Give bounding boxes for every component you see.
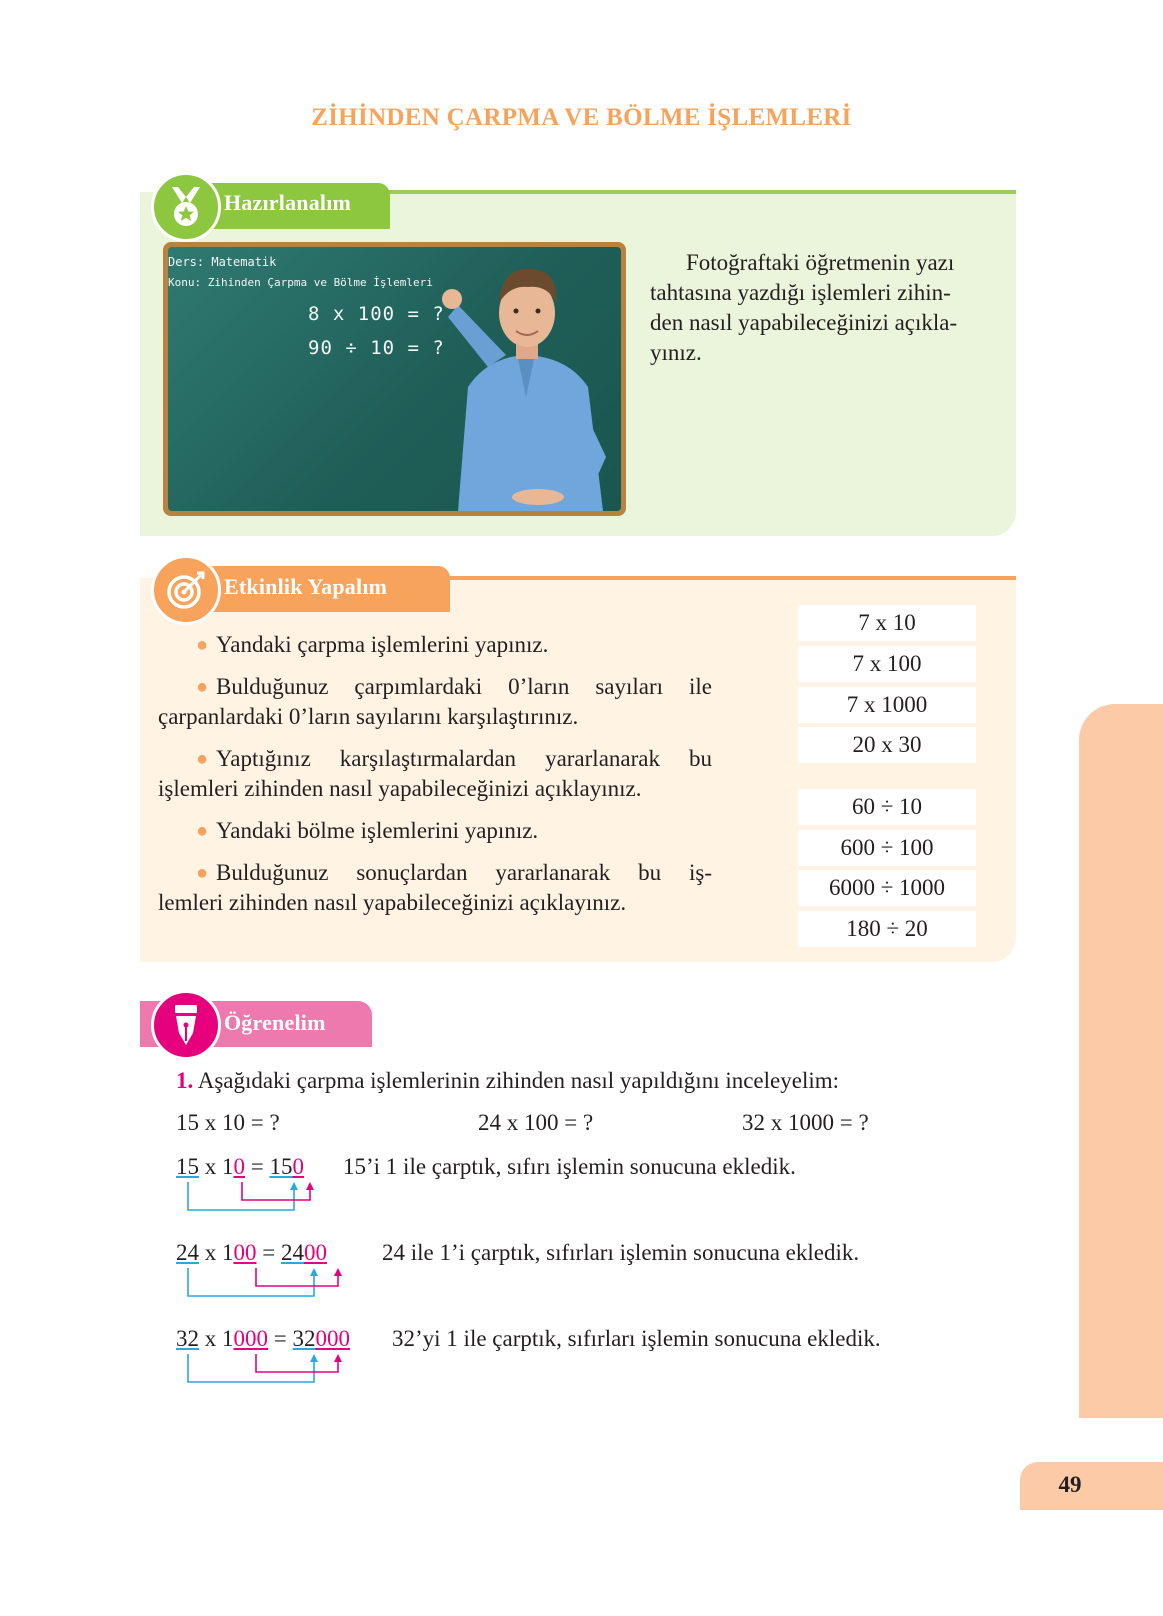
target-icon: [151, 555, 221, 625]
board-topic: Konu: Zihinden Çarpma ve Bölme İşlemleri: [168, 276, 433, 289]
problem-2: 24 x 100 = ?: [478, 1110, 594, 1135]
result-zeros: 00: [303, 1240, 327, 1265]
multiplier-digit: 1: [222, 1154, 234, 1179]
equals-sign: =: [256, 1240, 281, 1265]
multiplier-digit: 1: [222, 1240, 234, 1265]
hazirlanalim-text-line-1: Fotoğraftaki öğretmenin yazı: [686, 250, 955, 275]
bullet-text: Bulduğunuz çarpımlardaki 0’ların sayıları ile: [216, 674, 712, 699]
times-sign: x: [199, 1326, 222, 1351]
bullet-dot: ●: [196, 634, 209, 656]
bullet-item: [158, 744, 712, 804]
multiplication-box: 20 x 30: [798, 727, 976, 763]
bullet-dot: ●: [196, 748, 209, 770]
times-sign: x: [199, 1154, 222, 1179]
example-2-note: 24 ile 1’i çarptık, sıfırları işlemin sonucuna ekledik.: [382, 1240, 860, 1265]
multiplication-box: 7 x 1000: [798, 687, 976, 723]
bullet-dot: ●: [196, 820, 209, 842]
division-box: 180 ÷ 20: [798, 911, 976, 947]
teacher-photo: [168, 247, 621, 511]
result-zeros: 000: [315, 1326, 350, 1351]
side-tab: [1079, 704, 1163, 1418]
question-text: Aşağıdaki çarpma işlemlerinin zihinden nasıl yapıldığını inceleyelim:: [197, 1068, 840, 1093]
teacher-figure: [428, 247, 621, 511]
bullet-dot: ●: [196, 676, 209, 698]
example-1-note: 15’i 1 ile çarptık, sıfırı işlemin sonucuna ekledik.: [343, 1154, 796, 1179]
problem-3: 32 x 1000 = ?: [742, 1110, 869, 1135]
example-3-arrows: [180, 1352, 370, 1388]
board-equation-2: 90 ÷ 10 = ?: [308, 337, 445, 359]
pen-nib-icon: [151, 990, 221, 1060]
ogrenelim-label: Öğrenelim: [224, 1010, 326, 1035]
multiplier-digit: 1: [222, 1326, 234, 1351]
hazirlanalim-label: Hazırlanalım: [224, 190, 352, 215]
multiplication-box: 7 x 10: [798, 605, 976, 641]
bullet-dot: ●: [196, 862, 209, 884]
bullet-item: [158, 858, 712, 918]
bullet-text: Bulduğunuz sonuçlardan yararlanarak bu iş-: [216, 860, 712, 885]
medal-icon: [151, 172, 221, 242]
multiplicand: 15: [176, 1154, 199, 1179]
question-1: [176, 1068, 839, 1094]
hazirlanalim-rule: [380, 190, 1016, 194]
example-2-arrows: [180, 1266, 370, 1302]
multiplication-box: 7 x 100: [798, 646, 976, 682]
division-box: 600 ÷ 100: [798, 830, 976, 866]
times-sign: x: [199, 1240, 222, 1265]
question-number: 1.: [176, 1068, 194, 1093]
etkinlik-label: Etkinlik Yapalım: [224, 574, 388, 599]
page-number: 49: [1058, 1472, 1082, 1497]
bullet-text: çarpanlardaki 0’ların sayılarını karşılaştırınız.: [158, 704, 579, 729]
equals-sign: =: [268, 1326, 293, 1351]
example-3: [176, 1326, 350, 1352]
division-box: 6000 ÷ 1000: [798, 870, 976, 906]
bullet-item: [158, 672, 712, 732]
problem-1: 15 x 10 = ?: [176, 1110, 280, 1135]
result-digits: 15: [269, 1154, 293, 1179]
bullet-item: [158, 630, 712, 660]
example-3-note: 32’yi 1 ile çarptık, sıfırları işlemin sonucuna ekledik.: [392, 1326, 881, 1351]
bullet-text: işlemleri zihinden nasıl yapabileceğinizi açıklayınız.: [158, 776, 642, 801]
multiplier-zeros: 000: [233, 1326, 268, 1351]
equals-sign: =: [245, 1154, 270, 1179]
division-box: 60 ÷ 10: [798, 789, 976, 825]
bullet-text: lemleri zihinden nasıl yapabileceğinizi açıklayınız.: [158, 890, 627, 915]
bullet-item: [158, 816, 712, 846]
bullet-text: Yandaki bölme işlemlerini yapınız.: [216, 818, 539, 843]
result-digits: 24: [280, 1240, 304, 1265]
multiplier-zeros: 0: [233, 1154, 245, 1179]
hazirlanalim-text-line-3: den nasıl yapabileceğinizi açıkla-: [650, 310, 958, 335]
page-title: ZİHİNDEN ÇARPMA VE BÖLME İŞLEMLERİ: [311, 104, 852, 131]
hazirlanalim-text-line-2: tahtasına yazdığı işlemleri zihin-: [650, 280, 951, 305]
example-2: [176, 1240, 327, 1266]
bullet-text: Yaptığınız karşılaştırmalardan yararlanarak bu: [216, 746, 712, 771]
hazirlanalim-text: [650, 248, 996, 368]
example-1-arrows: [180, 1180, 340, 1216]
result-digits: 32: [292, 1326, 316, 1351]
multiplier-zeros: 00: [233, 1240, 257, 1265]
etkinlik-rule: [440, 576, 1016, 580]
board-equation-1: 8 x 100 = ?: [308, 303, 445, 325]
bullet-text: Yandaki çarpma işlemlerini yapınız.: [216, 632, 549, 657]
multiplicand: 32: [176, 1326, 199, 1351]
example-1: [176, 1154, 304, 1180]
multiplicand: 24: [176, 1240, 199, 1265]
hazirlanalim-text-line-4: yınız.: [650, 340, 702, 365]
result-zeros: 0: [292, 1154, 304, 1179]
board-subject: Ders: Matematik: [168, 255, 277, 269]
